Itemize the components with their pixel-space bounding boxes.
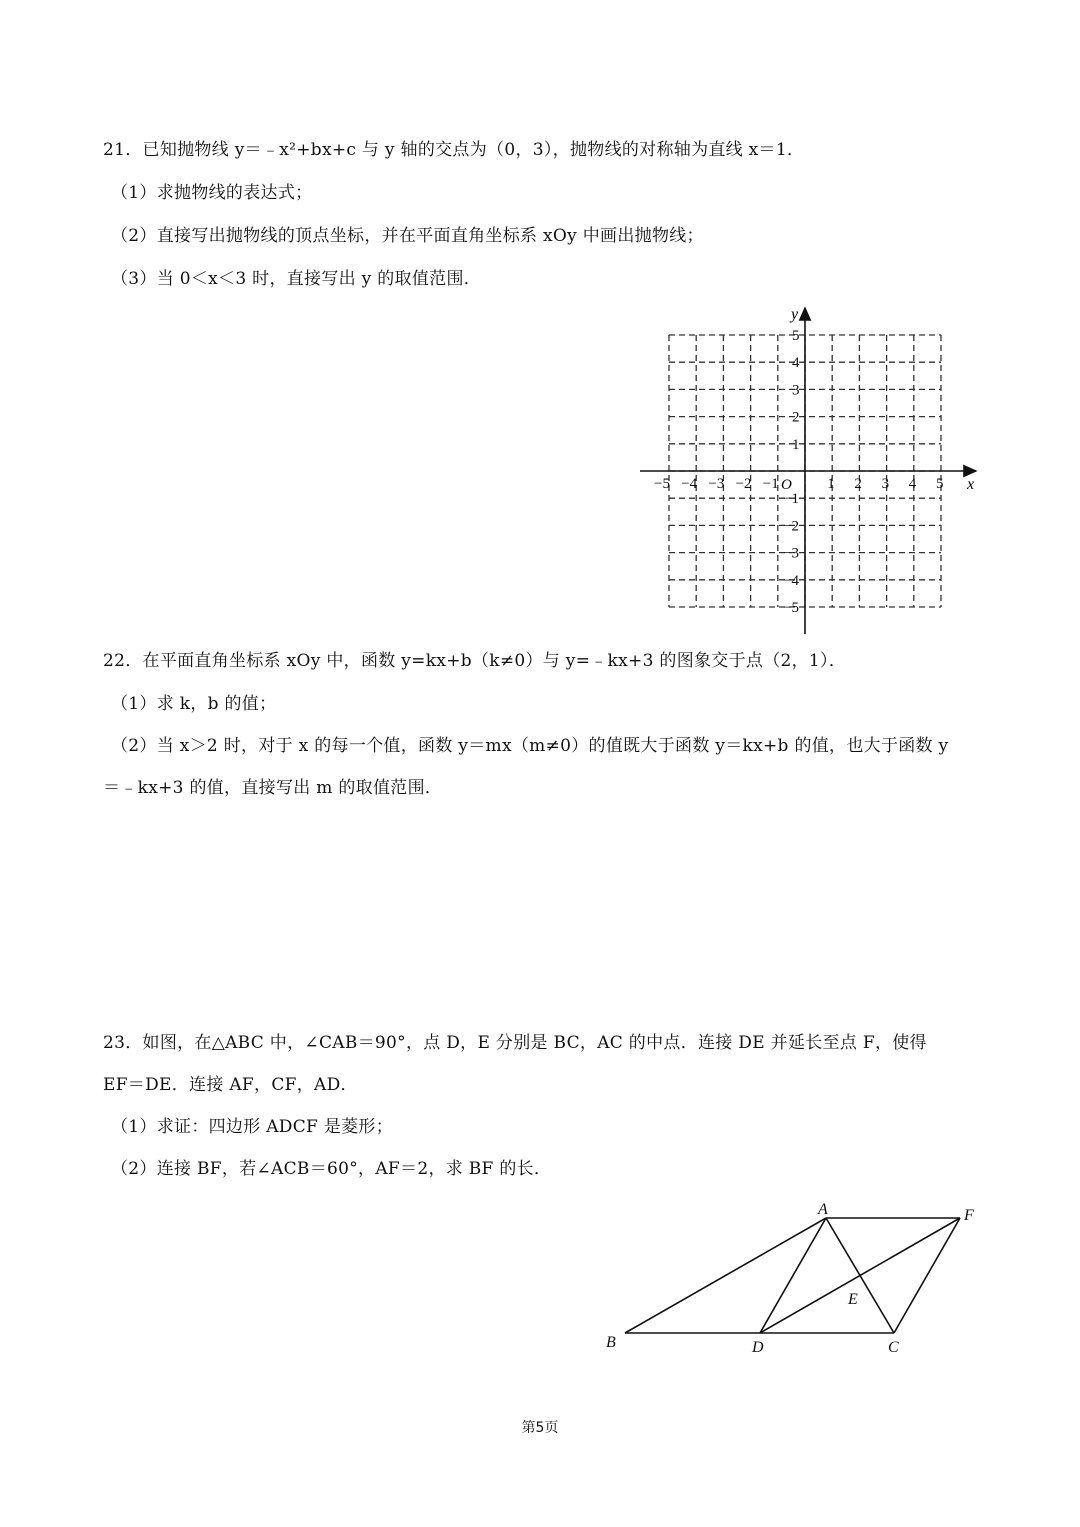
x-tick-label: −5 [654,476,670,492]
x-tick-labels [654,476,944,492]
x-tick-label: 2 [854,476,862,492]
q22-part1: （1）求 k，b 的值； [111,694,277,714]
segment-AB [625,1218,826,1333]
x-tick-label: −2 [735,476,752,492]
q21-part2: （2）直接写出抛物线的顶点坐标，并在平面直角坐标系 xOy 中画出抛物线； [111,226,704,246]
page-number: 第5页 [521,1420,559,1436]
y-tick-label: −4 [783,572,799,589]
geometry-diagram [598,1196,988,1356]
x-tick-label: −3 [708,476,725,492]
geometry-figure [598,1196,988,1360]
y-tick-labels [783,328,800,616]
y-tick-label: 4 [792,355,800,372]
y-tick-label: −5 [783,600,799,616]
y-tick-label: −2 [783,518,799,535]
x-tick-label: 4 [908,476,917,492]
q21-part1: （1）求抛物线的表达式； [111,183,313,203]
q22-part2-line2: ＝﹣kx+3 的值，直接写出 m 的取值范围． [103,778,443,798]
x-axis-label: x [967,476,975,493]
x-tick-label: 5 [936,476,944,492]
coordinate-grid [636,300,981,640]
y-tick-label: 2 [792,409,800,426]
label-B: B [606,1334,616,1351]
segment-AD [760,1218,826,1333]
coordinate-grid-figure [636,300,981,644]
origin-label: O [781,477,792,493]
label-E: E [848,1291,858,1308]
x-tick-label: 3 [881,476,890,492]
y-axis-label: y [791,306,799,323]
segment-DF [760,1218,960,1333]
y-tick-label: −3 [783,545,799,562]
y-tick-label: −1 [783,491,799,508]
y-tick-label: 5 [792,328,800,344]
y-tick-label: 1 [792,436,800,453]
q23-part1: （1）求证：四边形 ADCF 是菱形； [111,1117,394,1137]
q23-part2: （2）连接 BF，若∠ACB＝60°，AF＝2，求 BF 的长． [111,1159,552,1179]
q22-stem: 22．在平面直角坐标系 xOy 中，函数 y=kx+b（k≠0）与 y=﹣kx+3 的图象交于点（2，1）． [103,651,847,671]
y-tick-label: 3 [792,382,800,399]
segment-CF [894,1218,960,1333]
q23-stem-line2: EF＝DE．连接 AF，CF，AD． [103,1075,358,1095]
q21-part3: （3）当 0＜x＜3 时，直接写出 y 的取值范围． [111,269,482,289]
label-D: D [752,1339,764,1356]
q21-stem: 21．已知抛物线 y＝﹣x²+bx+c 与 y 轴的交点为（0，3），抛物线的对称轴为直线 x＝1． [103,140,805,160]
x-tick-label: −1 [762,476,779,492]
x-tick-label: 1 [827,476,835,492]
label-C: C [888,1339,899,1356]
x-tick-label: −4 [681,476,698,492]
label-F: F [964,1207,974,1224]
label-A: A [818,1201,828,1218]
q23-stem-line1: 23．如图，在△ABC 中，∠CAB＝90°，点 D，E 分别是 BC，AC 的中点．连接 DE 并延长至点 F，使得 [103,1033,927,1053]
q22-part2-line1: （2）当 x＞2 时，对于 x 的每一个值，函数 y＝mx（m≠0）的值既大于函数 y＝kx+b 的值，也大于函数 y [111,736,949,756]
